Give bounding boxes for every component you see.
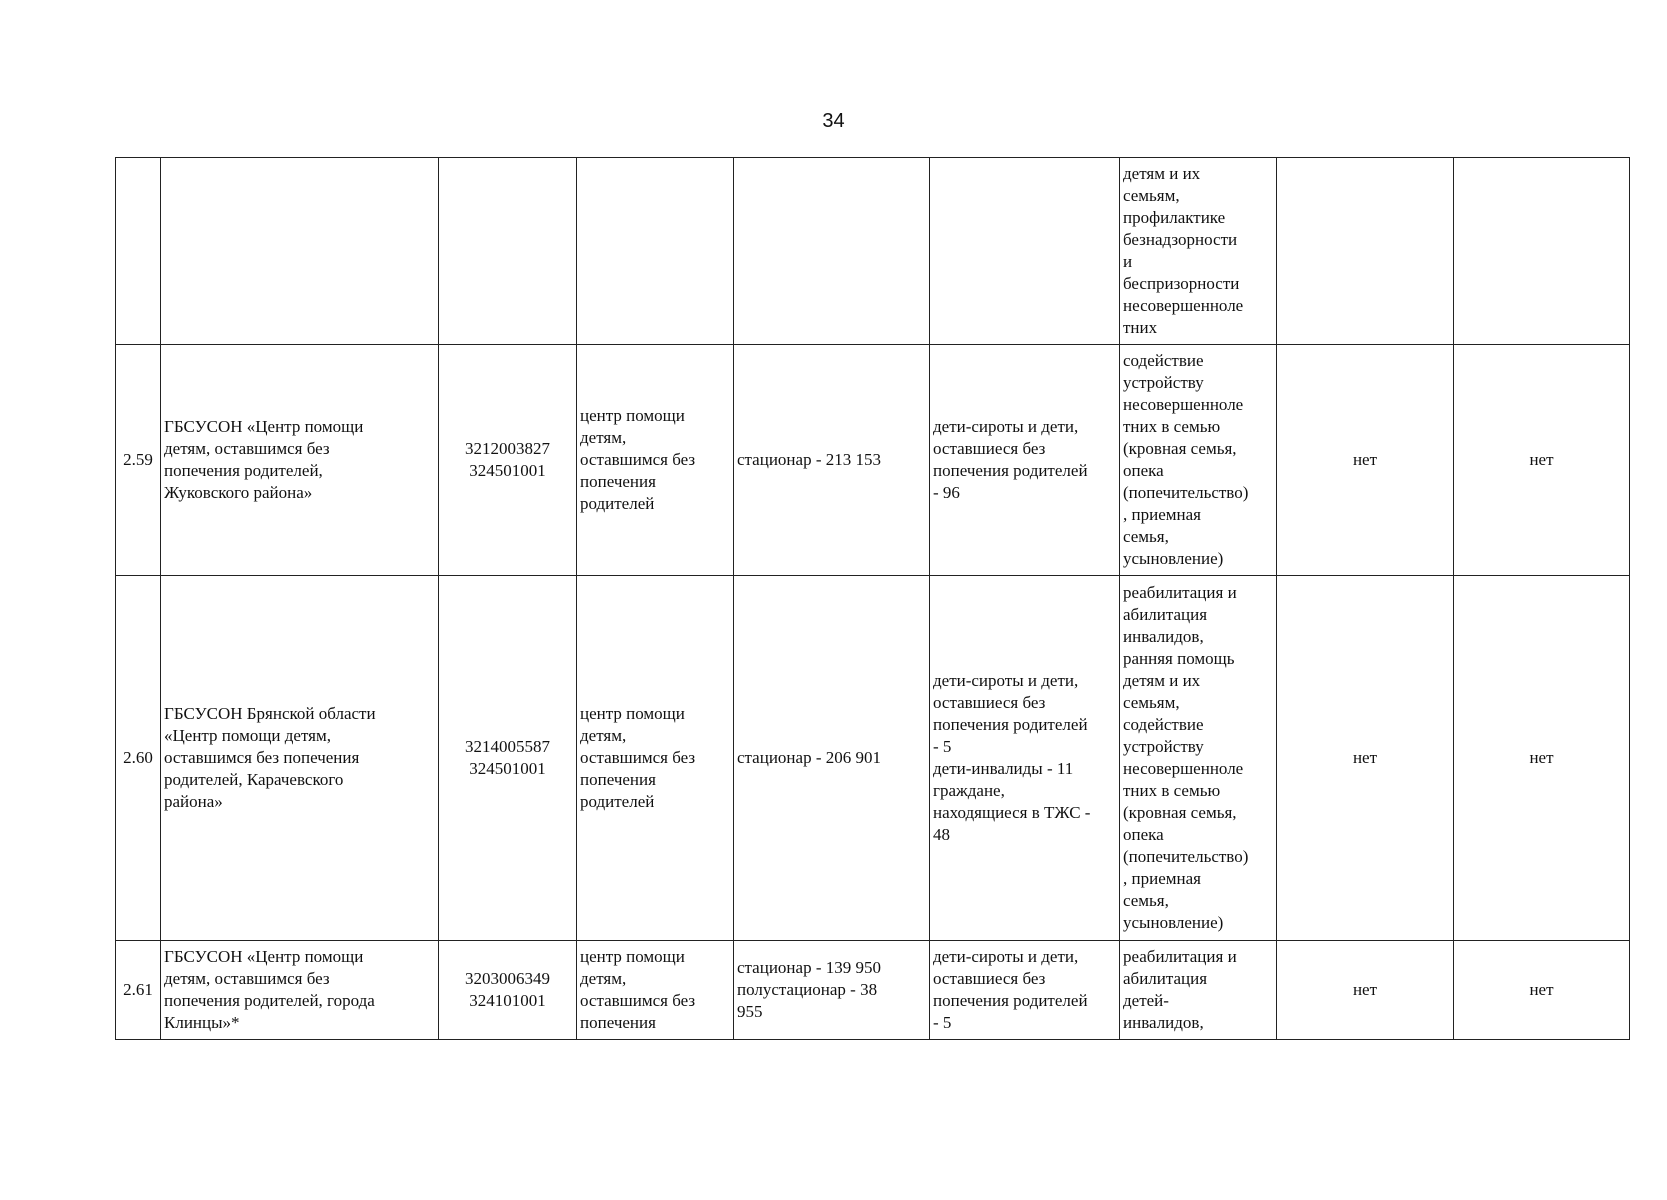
services-cell: реабилитация и абилитация инвалидов, ранняя помощь детям и их семьям, содействие устройству несовершенноле тних в семью (кровная семья, опека (попечительство) , приемная семья, усыновление) [1120,576,1277,941]
inn-kpp-cell: 3212003827 324501001 [439,345,577,576]
organizations-table [115,157,1630,1040]
table-row [116,158,1630,345]
service-capacity-cell: стационар - 206 901 [734,576,930,941]
row-number-cell [116,158,161,345]
table-row [116,941,1630,1040]
service-capacity-cell: стационар - 139 950 полустационар - 38 955 [734,941,930,1040]
services-cell: детям и их семьям, профилактике безнадзорности и беспризорности несовершенноле тних [1120,158,1277,345]
column-9-cell: нет [1454,345,1630,576]
inn-kpp-cell [439,158,577,345]
recipients-cell [930,158,1120,345]
column-8-cell: нет [1277,345,1454,576]
column-9-cell: нет [1454,941,1630,1040]
page-number: 34 [822,110,845,132]
row-number-cell: 2.61 [116,941,161,1040]
recipients-cell: дети-сироты и дети, оставшиеся без попечения родителей - 5 [930,941,1120,1040]
service-capacity-cell: стационар - 213 153 [734,345,930,576]
organization-type-cell: центр помощи детям, оставшимся без попечения родителей [577,576,734,941]
service-capacity-cell [734,158,930,345]
table-row [116,345,1630,576]
organization-name-cell: ГБСУСОН Брянской области «Центр помощи детям, оставшимся без попечения родителей, Карачевского района» [161,576,439,941]
row-number-cell: 2.60 [116,576,161,941]
column-8-cell [1277,158,1454,345]
column-8-cell: нет [1277,941,1454,1040]
recipients-cell: дети-сироты и дети, оставшиеся без попечения родителей - 5 дети-инвалиды - 11 граждане, находящиеся в ТЖС - 48 [930,576,1120,941]
services-cell: реабилитация и абилитация детей- инвалидов, [1120,941,1277,1040]
column-9-cell: нет [1454,576,1630,941]
organization-type-cell: центр помощи детям, оставшимся без попечения [577,941,734,1040]
organization-name-cell [161,158,439,345]
inn-kpp-cell: 3214005587 324501001 [439,576,577,941]
organization-type-cell: центр помощи детям, оставшимся без попечения родителей [577,345,734,576]
row-number-cell: 2.59 [116,345,161,576]
services-cell: содействие устройству несовершенноле тних в семью (кровная семья, опека (попечительство) , приемная семья, усыновление) [1120,345,1277,576]
table-row [116,576,1630,941]
organization-name-cell: ГБСУСОН «Центр помощи детям, оставшимся без попечения родителей, Жуковского района» [161,345,439,576]
column-9-cell [1454,158,1630,345]
recipients-cell: дети-сироты и дети, оставшиеся без попечения родителей - 96 [930,345,1120,576]
organization-name-cell: ГБСУСОН «Центр помощи детям, оставшимся без попечения родителей, города Клинцы»* [161,941,439,1040]
column-8-cell: нет [1277,576,1454,941]
organization-type-cell [577,158,734,345]
inn-kpp-cell: 3203006349 324101001 [439,941,577,1040]
